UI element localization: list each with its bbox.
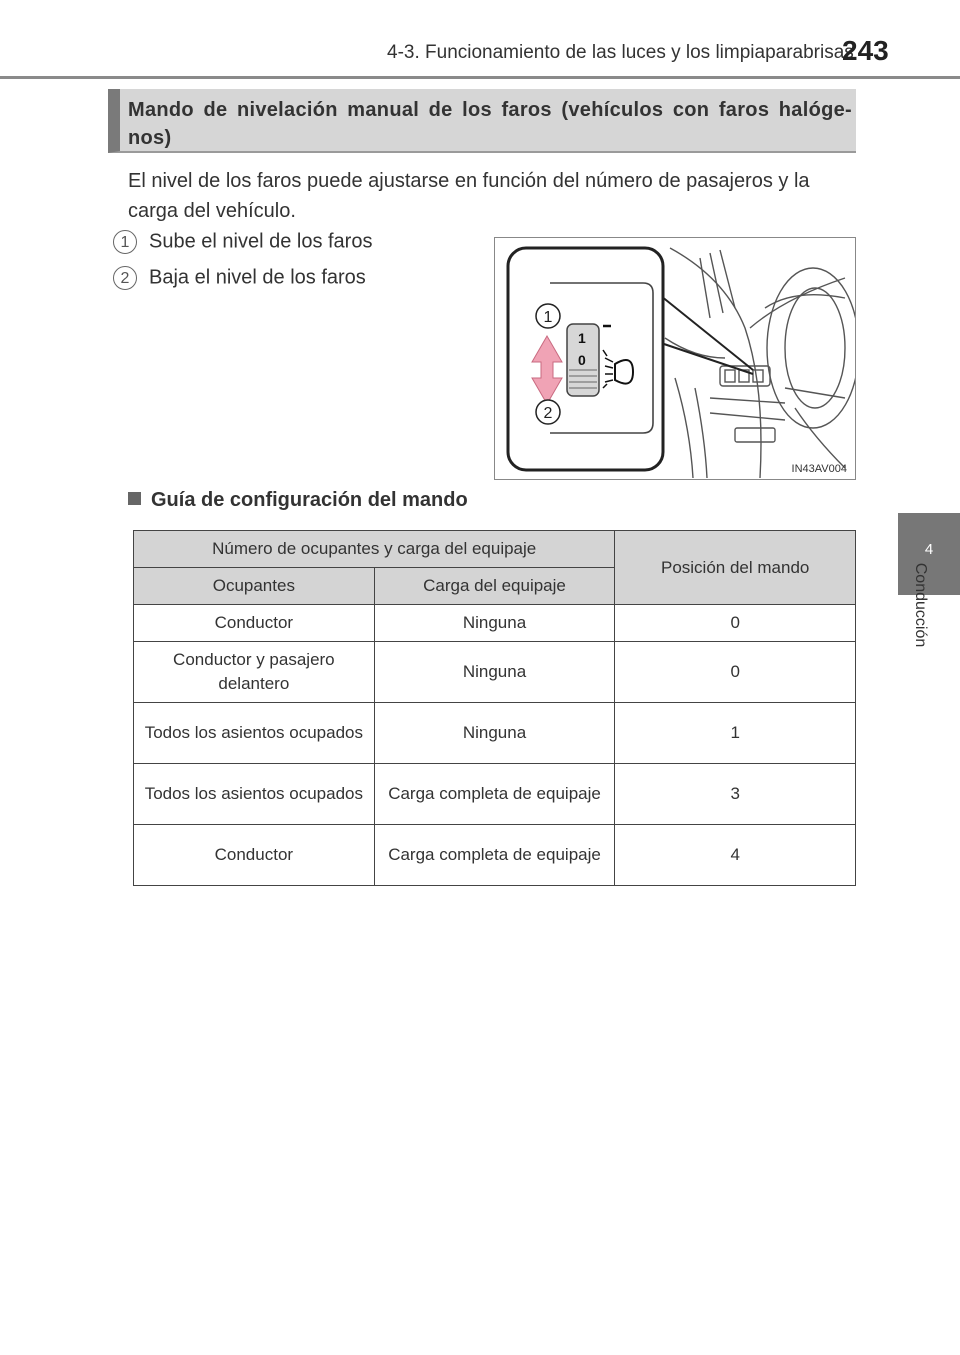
load-cell: Ninguna [374,703,615,764]
load-cell: Carga completa de equipaje [374,825,615,886]
header-load-cell: Carga del equipaje [374,568,615,605]
callout-number-1: 1 [543,309,553,326]
chapter-label-wrap [898,562,960,715]
square-bullet-icon [128,492,141,505]
headlight-leveling-figure [494,237,856,480]
table-row [134,825,856,886]
callout-pointer [661,296,753,374]
load-cell: Carga completa de equipaje [374,764,615,825]
position-cell: 3 [615,764,856,825]
header-group-cell: Número de ocupantes y carga del equipaje [134,531,615,568]
occupants-cell: Todos los asientos ocupados [134,703,375,764]
guide-heading [128,489,468,512]
table-row [134,764,856,825]
chapter-label: Conducción [912,562,929,648]
item-label: Sube el nivel de los faros [149,230,373,253]
chapter-number: 4 [924,541,934,558]
load-cell: Ninguna [374,642,615,703]
figure-code: IN43AV004 [791,463,847,475]
position-cell: 0 [615,642,856,703]
leveling-guide-table [133,530,856,886]
position-cell: 1 [615,703,856,764]
item-number-badge: 2 [113,266,137,290]
section-heading-box [108,89,856,153]
list-item [113,230,372,254]
dashboard-illustration [495,238,856,480]
dial-mark-top: 1 [578,330,586,346]
section-title: 4-3. Funcionamiento de las luces y los limpiaparabrisas [387,42,854,63]
occupants-cell: Todos los asientos ocupados [134,764,375,825]
guide-heading-text: Guía de configuración del mando [151,489,468,511]
table-row [134,605,856,642]
page-number: 243 [842,35,889,66]
section-heading: Mando de nivelación manual de los faros (vehículos con faros halóge-nos) [128,99,852,149]
load-cell: Ninguna [374,605,615,642]
table-row [134,642,856,703]
position-cell: 0 [615,605,856,642]
intro-paragraph: El nivel de los faros puede ajustarse en función del número de pasajeros y la carga del vehículo. [128,170,810,222]
header-rule [0,76,960,79]
table-row [134,703,856,764]
item-label: Baja el nivel de los faros [149,266,366,289]
occupants-cell: Conductor [134,605,375,642]
dial-mark-mid: 0 [578,352,586,368]
item-number-badge: 1 [113,230,137,254]
list-item [113,266,366,290]
position-cell: 4 [615,825,856,886]
header-position-cell: Posición del mando [615,531,856,605]
chapter-tab[interactable] [898,513,960,595]
occupants-cell: Conductor [134,825,375,886]
header-occupants-cell: Ocupantes [134,568,375,605]
table-header-row [134,531,856,568]
occupants-cell: Conductor y pasajero delantero [134,642,375,703]
callout-number-2: 2 [543,405,553,422]
